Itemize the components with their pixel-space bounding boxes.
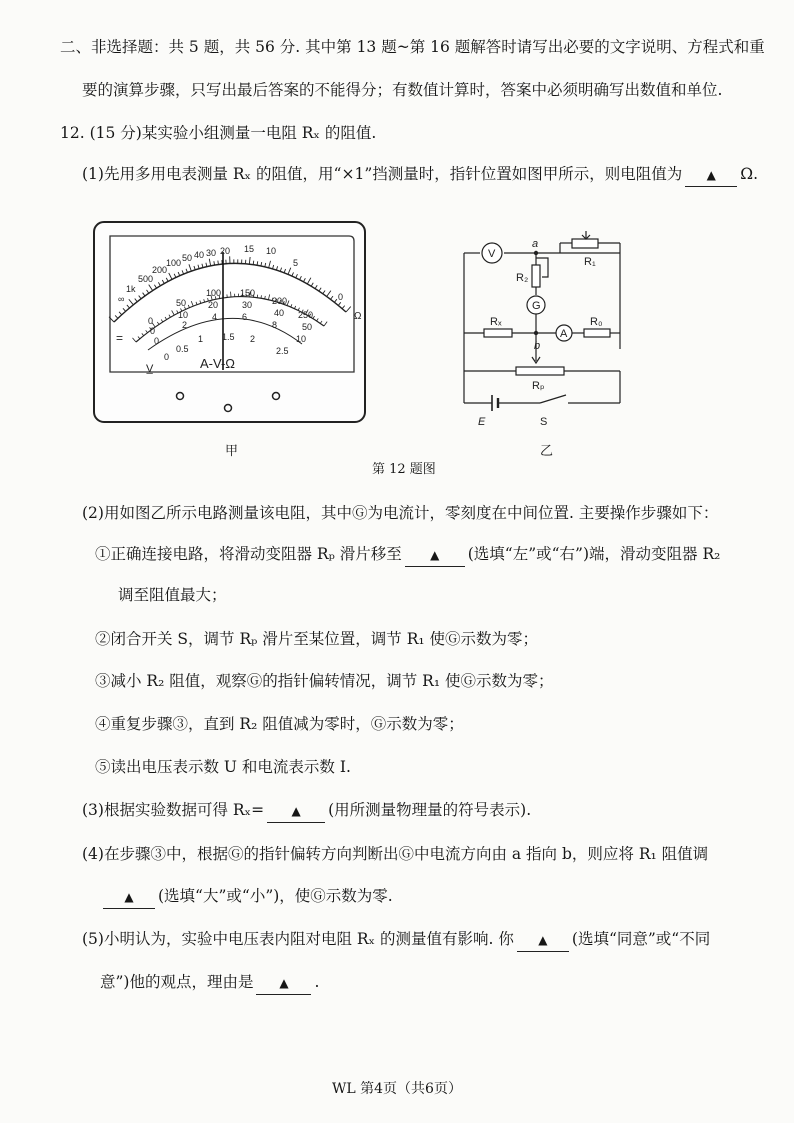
dc-top-label: 0 bbox=[148, 316, 154, 326]
node-b-label: b bbox=[534, 340, 541, 352]
ac-label: 0.5 bbox=[176, 344, 189, 354]
dc-mid-label: 40 bbox=[274, 308, 285, 318]
ammeter-label: A bbox=[560, 328, 568, 340]
answer-blank-3[interactable] bbox=[267, 799, 325, 823]
ohm-symbol: Ω bbox=[354, 311, 362, 322]
meter-brand: A-V-Ω bbox=[200, 356, 236, 371]
part4-tail: (选填“大”或“小”)，使Ⓖ示数为零. bbox=[158, 887, 393, 905]
ohm-tick-label: 0 bbox=[338, 292, 344, 302]
step1-text bbox=[95, 543, 720, 567]
blank-marker: ▲ bbox=[706, 168, 716, 182]
switch-label: S bbox=[540, 416, 548, 428]
part5-line1 bbox=[82, 928, 710, 952]
dc-top-label: 150 bbox=[240, 288, 256, 298]
scale-tick bbox=[218, 261, 219, 265]
ohm-tick-label: 1k bbox=[126, 284, 136, 294]
meter-window bbox=[110, 236, 354, 372]
part3-text bbox=[82, 799, 531, 823]
ohm-tick-label: 200 bbox=[152, 265, 168, 275]
part1-unit: Ω. bbox=[740, 165, 759, 183]
part2-intro: (2)用如图乙所示电路测量该电阻，其中Ⓖ为电流计，零刻度在中间位置. 主要操作步骤如下： bbox=[82, 504, 719, 522]
answer-blank-1[interactable] bbox=[685, 163, 737, 187]
answer-blank-2[interactable] bbox=[405, 543, 465, 567]
step3-text: ③减小 R₂ 阻值，观察Ⓖ的指针偏转情况，调节 R₁ 使Ⓖ示数为零； bbox=[95, 672, 554, 690]
voltmeter-label: V bbox=[488, 248, 496, 260]
ohm-tick-label: 20 bbox=[220, 246, 231, 256]
battery-label: E bbox=[478, 416, 486, 428]
step1-line2: 调至阻值最大； bbox=[118, 586, 227, 604]
dc-mid-label: 0 bbox=[150, 326, 156, 336]
part1-prompt: (1)先用多用电表测量 Rₓ 的阻值，用“×1”挡测量时，指针位置如图甲所示，则电阻值为 bbox=[82, 165, 683, 183]
ac-label: 0 bbox=[164, 352, 170, 362]
step1-tail: (选填“左”或“右”)端，滑动变阻器 R₂ bbox=[467, 545, 721, 563]
answer-blank-6[interactable] bbox=[256, 971, 311, 995]
dc-low-label: 8 bbox=[272, 320, 278, 330]
dc-mid-label: 50 bbox=[302, 322, 313, 332]
rp-label: Rₚ bbox=[532, 380, 545, 392]
dc-symbol: = bbox=[116, 331, 124, 345]
part5-line2-tail: . bbox=[314, 973, 320, 991]
r2-label: R₂ bbox=[516, 272, 529, 284]
galvanometer-label: G bbox=[532, 300, 541, 312]
section-heading-line2: 要的演算步骤，只写出最后答案的不能得分；有数值计算时，答案中必须明确写出数值和单位. bbox=[82, 81, 723, 99]
ohm-tick-label: 10 bbox=[266, 246, 277, 256]
ohm-tick-label: 50 bbox=[182, 253, 193, 263]
figure-label-jia: 甲 bbox=[225, 444, 239, 459]
blank-marker: ▲ bbox=[124, 890, 134, 904]
r2-resistor bbox=[532, 265, 540, 287]
ohm-tick-label: 30 bbox=[206, 248, 217, 258]
step5-text: ⑤读出电压表示数 U 和电流表示数 I. bbox=[95, 758, 351, 776]
ohm-tick-label: 500 bbox=[138, 274, 154, 284]
r0-resistor bbox=[584, 329, 610, 337]
rx-resistor bbox=[484, 329, 512, 337]
part3-prompt: (3)根据实验数据可得 Rₓ= bbox=[82, 801, 265, 819]
ac-symbol: V̲ bbox=[146, 363, 154, 375]
dc-low-label: 0 bbox=[154, 336, 160, 346]
r0-label: R₀ bbox=[590, 316, 603, 328]
dc-top-label: 50 bbox=[176, 298, 187, 308]
ohm-tick-label: 100 bbox=[166, 258, 182, 268]
rp-resistor bbox=[516, 367, 564, 375]
figure-label-yi: 乙 bbox=[540, 444, 554, 459]
blank-marker: ▲ bbox=[291, 804, 301, 818]
rx-label: Rₓ bbox=[490, 316, 502, 328]
part5-tail: (选填“同意”或“不同 bbox=[571, 930, 711, 948]
answer-blank-4[interactable] bbox=[103, 885, 155, 909]
dc-mid-label: 30 bbox=[242, 300, 253, 310]
ohm-tick-label: ∞ bbox=[118, 294, 125, 304]
step4-text: ④重复步骤③，直到 R₂ 阻值减为零时，Ⓖ示数为零； bbox=[95, 715, 464, 733]
multimeter-figure bbox=[92, 220, 367, 434]
multimeter-drawing bbox=[92, 220, 367, 430]
section-heading-line1: 二、非选择题：共 5 题，共 56 分. 其中第 13 题~第 16 题解答时请写出必要的文字说明、方程式和重 bbox=[60, 38, 765, 56]
part4-line1: (4)在步骤③中，根据Ⓖ的指针偏转方向判断出Ⓖ中电流方向由 a 指向 b，则应将 R₁ 阻值调 bbox=[82, 845, 709, 863]
step2-text: ②闭合开关 S，调节 Rₚ 滑片至某位置，调节 R₁ 使Ⓖ示数为零； bbox=[95, 630, 539, 648]
blank-marker: ▲ bbox=[538, 933, 548, 947]
ac-label: 1 bbox=[198, 334, 204, 344]
question-title: 12. (15 分)某实验小组测量一电阻 Rₓ 的阻值. bbox=[60, 124, 377, 142]
answer-blank-5[interactable] bbox=[517, 928, 569, 952]
ohm-tick-label: 15 bbox=[244, 244, 255, 254]
dc-mid-label: 20 bbox=[208, 300, 219, 310]
step1-prompt: ①正确连接电路，将滑动变阻器 Rₚ 滑片移至 bbox=[95, 545, 402, 563]
ohm-tick-label: 5 bbox=[293, 258, 299, 268]
ac-label: 2 bbox=[250, 334, 256, 344]
ohm-tick-label: 40 bbox=[194, 250, 205, 260]
blank-marker: ▲ bbox=[430, 548, 440, 562]
dc-mid-label: 10 bbox=[178, 310, 189, 320]
dc-low-label: 2 bbox=[182, 320, 188, 330]
circuit-figure bbox=[460, 225, 640, 439]
part5-line2 bbox=[100, 971, 319, 995]
scale-tick bbox=[253, 261, 254, 265]
ac-label: 2.5 bbox=[276, 346, 289, 356]
part5-prompt: (5)小明认为，实验中电压表内阻对电阻 Rₓ 的测量值有影响. 你 bbox=[82, 930, 514, 948]
dc-top-label: 200 bbox=[272, 296, 288, 306]
blank-marker: ▲ bbox=[279, 976, 289, 990]
dc-low-label: 4 bbox=[212, 312, 218, 322]
r1-resistor bbox=[572, 239, 598, 248]
page-footer: WL 第4页（共6页） bbox=[332, 1081, 462, 1097]
part3-tail: (用所测量物理量的符号表示). bbox=[328, 801, 532, 819]
part4-line2 bbox=[100, 885, 393, 909]
part5-line2-prompt: 意”)他的观点，理由是 bbox=[100, 973, 254, 991]
switch-blade bbox=[540, 395, 566, 403]
dc-low-label: 10 bbox=[296, 334, 307, 344]
dc-top-label: 100 bbox=[206, 288, 222, 298]
figure-caption: 第 12 题图 bbox=[372, 462, 436, 477]
node-a-label: a bbox=[532, 238, 539, 250]
circuit-diagram bbox=[460, 225, 640, 435]
dc-low-label: 6 bbox=[242, 312, 248, 322]
r1-label: R₁ bbox=[584, 256, 596, 268]
dc-top-label: 250 bbox=[298, 310, 314, 320]
ac-label: 1.5 bbox=[222, 332, 235, 342]
part1-text bbox=[82, 163, 758, 187]
